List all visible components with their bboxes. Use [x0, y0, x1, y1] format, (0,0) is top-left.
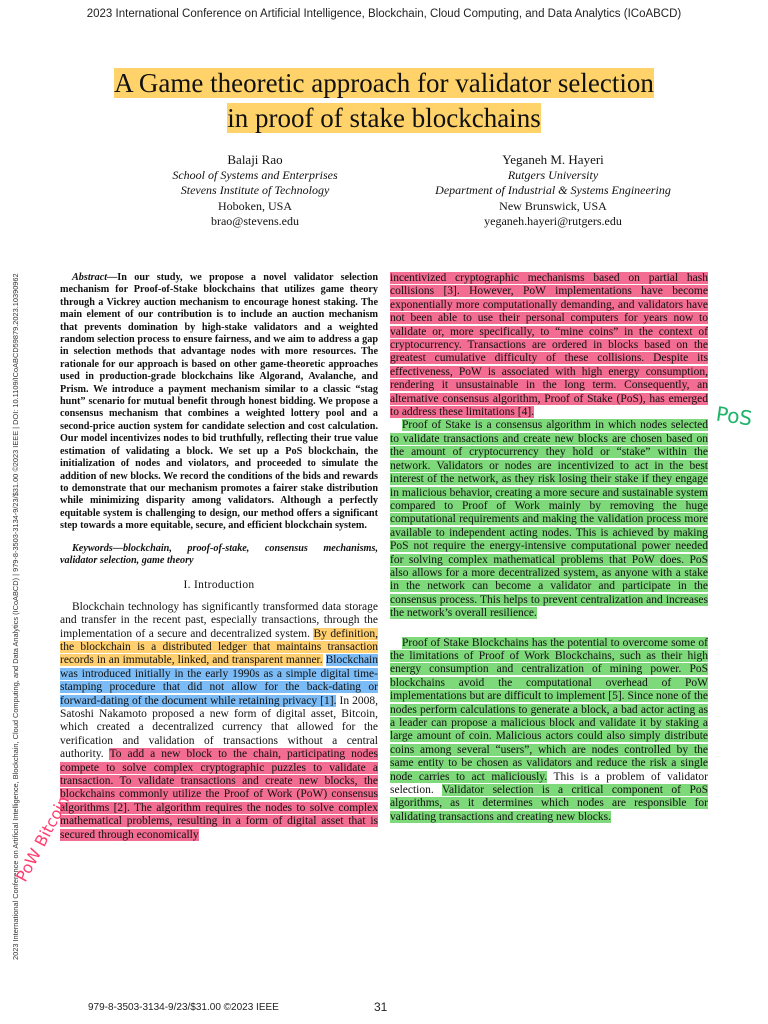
left-column — [60, 272, 378, 842]
intro-text-2: In 2008, Satoshi Nakamoto proposed a new form of digital asset, Bitcoin, which created a decentralized currency that allowed for the verification and validation of transactions without a central authority. — [60, 694, 378, 761]
pos-limitations-paragraph — [390, 637, 708, 825]
highlight-green: Proof of Stake Blockchains has the potential to overcome some of the limitations of Proof of Work Blockchains, such as their high energy consumption and centralization of mining power. PoS blockchains avoid the computational overhead of PoW implementations but are difficult to implement [5]. Since none of the nodes perform calculations to generate a block, a bad actor acting as a leader can propose a malicious block and validate it by staking a large amount of coin. Malicious actors could also simply distribute coins among several “users”, which are nodes controlled by the same entity to be chosen as validators and reduce the risk a single node carries to act maliciously. — [390, 636, 708, 783]
title-line-2: in proof of stake blockchains — [227, 103, 541, 133]
highlight-yellow: By definition, the blockchain is a distributed ledger that maintains transaction records in an immutable, linked, and transparent manner. — [60, 627, 378, 667]
highlight-blue: Blockchain was introduced initially in the early 1990s as a simple digital time-stamping procedure that did not allow for the back-dating or forward-dating of the document while retaining privacy [1]. — [60, 654, 378, 707]
author-location: New Brunswick, USA — [499, 198, 607, 213]
page-number: 31 — [374, 1000, 388, 1014]
side-doi-strip: 2023 International Conference on Artificial Intelligence, Blockchain, Cloud Computing, and Data Analytics (ICoABCD) | 979-8-3503-3134-9/23/$31.00 ©2023 IEEE | DOI: 10.1109/ICoABCD59879.2023.10390962 — [11, 273, 20, 960]
highlight-pink: incentivized cryptographic mechanisms based on partial hash collisions [3]. However, PoW implementations have become exponentially more computationally demanding, and validators have not been able to use their personal computers for years now to validate or, more specifically, to “mine coins” in the context of cryptocurrency. Transactions are ordered in blocks based on the greatest cumulative difficulty of these collisions. Despite its effectiveness, PoW is associated with high energy consumption, rendering it unsustainable in the long term. Consequently, an alternative consensus algorithm, Proof of Stake (PoS), has emerged to address these limitations [4]. — [390, 272, 708, 419]
highlight-green: Proof of Stake is a consensus algorithm in which nodes selected to validate transactions and create new blocks are chosen based on the amount of cryptocurrency they hold or “stake” within the network. Validators or nodes are incentivized to act in the best interest of the network, as they risk losing their stake if they engage in malicious behavior, creating a more secure and sustainable system compared to Proof of Work mainly by removing the huge computational requirements and making the validation process more available to independent acting nodes. This is achieved by making PoS not require the energy-intensive computational power needed for solving complex mathematical problems that PoW does. PoS also allows for a more decentralized system, as anyone with a stake in the network can become a validator and participate in the consensus process. This helps to prevent centralization and increases the network’s overall resilience. — [390, 419, 708, 620]
conference-header: 2023 International Conference on Artificial Intelligence, Blockchain, Cloud Computing, and Data Analytics (ICoABCD) — [86, 8, 682, 20]
author-block-2 — [428, 152, 678, 230]
plain-text: This is a problem of validator selection. — [390, 770, 708, 797]
keywords-lead: Keywords — [72, 542, 113, 554]
author-org: Stevens Institute of Technology — [180, 183, 330, 197]
highlight-pink: To add a new block to the chain, participating nodes compete to solve complex cryptographic puzzles to validate a transaction. To validate transactions and create new blocks, the blockchains commonly utilize the Proof of Work (PoW) consensus algorithms [2]. The algorithm requires the nodes to solve complex mathematical problems, resulting in a form of digital asset that is secured through economically — [60, 748, 378, 841]
highlight-green: Validator selection is a critical component of PoS algorithms, as it determines which nodes are responsible for validating transactions and creating new blocks. — [390, 784, 708, 823]
author-name: Balaji Rao — [227, 152, 283, 167]
author-name: Yeganeh M. Hayeri — [502, 152, 604, 167]
pow-continued-paragraph — [390, 272, 708, 419]
keywords-text: —blockchain, proof-of-stake, consensus mechanisms, validator selection, game theory — [60, 542, 378, 566]
intro-paragraph — [60, 601, 378, 842]
author-dept: Rutgers University — [507, 167, 599, 182]
right-column — [390, 272, 708, 824]
title-line-1: A Game theoretic approach for validator selection — [114, 68, 654, 98]
keywords — [60, 543, 378, 568]
author-location: Hoboken, USA — [218, 198, 292, 213]
pos-definition-paragraph — [390, 419, 708, 620]
handwritten-pos-note: PoS — [714, 401, 754, 431]
author-block-1 — [130, 152, 380, 230]
handwritten-pow-bitcoin-note: PoW Bitcoin — [12, 792, 74, 885]
section-heading-introduction: I. Introduction — [183, 579, 255, 592]
abstract-lead: Abstract — [72, 272, 108, 283]
footer-isbn: 979-8-3503-3134-9/23/$31.00 ©2023 IEEE — [88, 1002, 279, 1013]
paper-title — [40, 66, 728, 136]
author-email[interactable]: yeganeh.hayeri@rutgers.edu — [484, 214, 622, 228]
author-org: Department of Industrial & Systems Engineering — [435, 183, 671, 197]
abstract-text: —In our study, we propose a novel validator selection mechanism for Proof-of-Stake blockchains that utilizes game theory through a Vickrey auction mechanism to encourage honest staking. The main element of our contribution is to include an auction mechanism that prevents domination by high-stake validators and a weighted random selection process to ensure fairness, and we aim to address a gap in selection methods that advantage nodes with more resources. The rationale for our approach is based on other game-theoretic approaches used in production-grade blockchains like Algorand, Avalanche, and Prism. We introduce a payment mechanism similar to a classic “stag hunt” scenario for mutual benefit through honest bidding. We propose a consensus mechanism that combines a weighted lottery pool and a second-price auction system for candidate selection and cost calculation. Our model incentivizes nodes to bid truthfully, reflecting their true value estimation of validating a block. We set up a PoS blockchain, the initialization of nodes and violators, and proceeded to simulate the addition of new blocks. We record the conditions of the bids and rewards to demonstrate that our mechanism promotes a fairer stake distribution while minimizing disparity among validators. Although a perfectly equitable system is challenging to design, our method offers a significant step towards a more equitable, secure, and efficient blockchain system. — [60, 272, 378, 532]
author-dept: School of Systems and Enterprises — [172, 167, 338, 182]
abstract — [60, 272, 378, 533]
intro-text: Blockchain technology has significantly transformed data storage and transfer in the recent past, especially transactions, through the implementation of a secure and decentralized system. — [60, 600, 378, 640]
author-email[interactable]: brao@stevens.edu — [210, 214, 300, 228]
